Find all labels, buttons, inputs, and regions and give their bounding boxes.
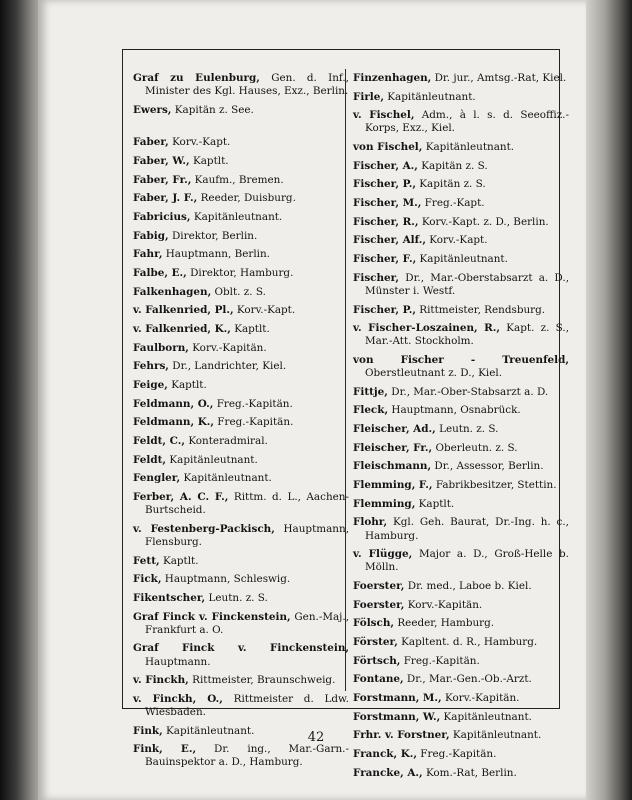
entry-name: Faber, J. F., — [133, 192, 198, 205]
entry-details: Hauptmann, Osnabrück. — [391, 404, 521, 417]
entry-name: Fischer, P., — [353, 178, 416, 191]
directory-entry — [133, 360, 349, 373]
directory-entry — [353, 322, 569, 348]
entry-details: Kapitän z. S. — [419, 178, 486, 191]
entry-details: Hauptmann, Schleswig. — [164, 573, 291, 586]
entry-name: v. Finckh, — [133, 674, 189, 687]
entry-name: Francke, A., — [353, 766, 423, 779]
entry-name: Fehrs, — [133, 360, 169, 373]
entry-name: Fischer, F., — [353, 253, 417, 266]
entry-name: Förster, — [353, 636, 398, 648]
directory-entry — [133, 416, 349, 429]
entry-name: Fick, — [133, 573, 162, 586]
entry-name: v. Festenberg-Packisch, — [133, 522, 275, 535]
entry-details: Kapitänleutnant. — [169, 453, 258, 466]
entry-details: Kgl. Geh. Baurat, Dr.-Ing. h. c., Hamburg. — [365, 516, 569, 542]
entry-details: Hauptmann. — [145, 655, 211, 668]
entry-name: Frhr. v. Forstner, — [353, 729, 450, 742]
entry-details: Kaptlt. — [418, 497, 455, 510]
entry-details: Rittmeister, Braunschweig. — [192, 674, 336, 687]
directory-entry — [133, 230, 349, 243]
entry-details: Freg.-Kapt. — [424, 197, 485, 210]
entry-name: Fabricius, — [133, 211, 191, 224]
entry-name: Fleischer, Ad., — [353, 423, 436, 436]
directory-entry — [353, 304, 569, 317]
entry-details: Kaptlt. — [162, 554, 199, 567]
entry-details: Korv.-Kapitän. — [192, 341, 267, 354]
entry-name: Fikentscher, — [133, 591, 206, 604]
book-binding-right — [586, 0, 632, 800]
entry-name: v. Flügge, — [353, 548, 413, 561]
entry-details: Kapitänleutnant. — [166, 724, 255, 737]
entry-details: Kaptlt. — [171, 379, 207, 391]
entry-name: Fischer, A., — [353, 159, 418, 172]
directory-entry — [133, 211, 349, 224]
entry-name: Foerster, — [353, 580, 405, 593]
directory-entry — [133, 454, 349, 467]
entry-details: Korv.-Kapitän. — [407, 598, 483, 611]
directory-entry — [133, 523, 349, 549]
entry-details: Freg.-Kapitän. — [403, 654, 480, 667]
entry-details: Kom.-Rat, Berlin. — [425, 766, 517, 779]
entry-name: Flemming, — [353, 497, 416, 510]
entry-name: Feldt, — [133, 453, 167, 466]
directory-entry — [353, 617, 569, 630]
directory-entry — [353, 748, 569, 761]
entry-details: Dr., Assessor, Berlin. — [434, 460, 544, 473]
entry-name: Feldt, C., — [133, 434, 185, 447]
entry-name: Fischer, M., — [353, 197, 422, 210]
directory-entry — [133, 674, 349, 687]
entry-name: v. Fischer-Loszainen, R., — [353, 322, 501, 335]
entry-name: v. Falkenried, K., — [133, 323, 231, 336]
entry-name: v. Falkenried, Pl., — [133, 304, 234, 317]
entry-details: Kapitänleutnant. — [452, 729, 542, 742]
entry-name: Forstmann, M., — [353, 691, 442, 704]
entry-details: Kapltent. d. R., Hamburg. — [401, 636, 538, 648]
entry-name: Foerster, — [353, 598, 405, 611]
directory-entry — [133, 104, 349, 117]
entry-details: Kapitänleutnant. — [419, 253, 508, 266]
directory-entry — [353, 216, 569, 229]
entry-name: von Fischel, — [353, 141, 423, 154]
entry-details: Kapitän z. See. — [174, 103, 254, 116]
entry-name: Flohr, — [353, 516, 388, 529]
entry-name: Fleischmann, — [353, 460, 432, 473]
entry-details: Direktor, Berlin. — [171, 229, 258, 242]
directory-entry — [133, 743, 349, 769]
entry-name: Flemming, F., — [353, 479, 433, 492]
directory-entry — [133, 555, 349, 568]
directory-entry — [353, 599, 569, 612]
entry-details: Dr., Mar.-Oberstabsarzt a. D., Münster i. Westf. — [365, 271, 569, 297]
directory-entry — [133, 192, 349, 205]
directory-entry — [133, 342, 349, 355]
entry-name: Fittje, — [353, 385, 388, 398]
directory-entry — [353, 711, 569, 724]
entry-details: Adm., à l. s. d. Seeoffiz.-Korps, Exz., Kiel. — [365, 109, 569, 135]
directory-entry — [133, 136, 349, 149]
entry-details: Kapitänleutnant. — [425, 141, 515, 154]
entry-name: Faber, W., — [133, 155, 190, 168]
entry-details: Kapitänleutnant. — [183, 472, 272, 485]
directory-entry — [133, 491, 349, 517]
page-number: 42 — [307, 730, 325, 745]
directory-entry — [133, 248, 349, 261]
directory-entry — [353, 636, 569, 649]
directory-entry — [133, 573, 349, 586]
entry-details: Hauptmann, Flensburg. — [145, 522, 349, 548]
directory-entry — [353, 498, 569, 511]
entry-name: Graf Finck v. Finckenstein, — [133, 610, 291, 623]
entry-details: Kapitänleutnant. — [387, 90, 476, 103]
directory-entry — [353, 460, 569, 473]
directory-entry — [353, 141, 569, 154]
directory-entry — [133, 611, 349, 637]
entry-details: Gen.-Maj., Frankfurt a. O. — [145, 610, 349, 636]
entry-details: Kapt. z. S., Mar.-Att. Stockholm. — [365, 322, 569, 348]
entry-details: Reeder, Duisburg. — [200, 192, 296, 205]
entry-details: Oberstleutnant z. D., Kiel. — [365, 367, 503, 380]
entry-name: Fink, — [133, 724, 163, 737]
entry-details: Oblt. z. S. — [214, 285, 266, 298]
directory-entry — [353, 767, 569, 780]
entry-details: Kapitän z. S. — [421, 159, 488, 172]
directory-entry — [133, 174, 349, 187]
entry-details: Rittmeister d. Ldw. Wiesbaden. — [145, 692, 349, 718]
directory-entry — [133, 267, 349, 280]
entry-name: von Fischer - Treuenfeld, — [353, 354, 569, 366]
entry-details: Korv.-Kapt. — [429, 234, 488, 247]
entry-name: Feldmann, K., — [133, 416, 214, 429]
directory-entry — [353, 197, 569, 210]
entry-name: Finzenhagen, — [353, 72, 432, 84]
entry-details: Korv.-Kapt. z. D., Berlin. — [421, 215, 549, 228]
entry-details: Freg.-Kapitän. — [420, 747, 497, 760]
directory-entry — [353, 423, 569, 436]
entry-details: Kaptlt. — [234, 323, 270, 336]
section-gap — [133, 122, 349, 136]
entry-details: Kaufm., Bremen. — [194, 173, 284, 186]
entry-name: Faulborn, — [133, 341, 189, 354]
directory-entry — [133, 472, 349, 485]
entry-name: Fengler, — [133, 472, 181, 485]
directory-entry — [133, 642, 349, 668]
directory-entry — [353, 178, 569, 191]
entry-name: Fink, E., — [133, 743, 197, 756]
entry-details: Dr., Landrichter, Kiel. — [172, 360, 287, 373]
directory-entry — [353, 91, 569, 104]
entry-name: Fleischer, Fr., — [353, 441, 433, 454]
directory-entry — [133, 304, 349, 317]
entry-details: Major a. D., Groß-Helle b. Mölln. — [365, 548, 569, 574]
entry-details: Hauptmann, Berlin. — [165, 248, 270, 261]
entry-name: Falkenhagen, — [133, 285, 212, 298]
entry-name: Fischer, — [353, 271, 400, 284]
directory-entry — [133, 155, 349, 168]
entry-name: v. Finckh, O., — [133, 692, 223, 705]
entry-details: Fabrikbesitzer, Stettin. — [435, 479, 557, 492]
directory-entry — [133, 435, 349, 448]
directory-entry — [133, 592, 349, 605]
entry-details: Kapitänleutnant. — [193, 211, 283, 224]
entry-details: Freg.-Kapitän. — [216, 397, 293, 410]
entry-name: Graf Finck v. Finckenstein, — [133, 642, 349, 655]
directory-entry — [353, 109, 569, 135]
entry-name: Falbe, E., — [133, 267, 187, 280]
directory-entry — [353, 516, 569, 542]
entry-details: Korv.-Kapt. — [236, 304, 296, 317]
entry-details: Kapitänleutnant. — [443, 710, 532, 723]
entry-details: Korv.-Kapitän. — [444, 691, 520, 704]
entry-name: Forstmann, W., — [353, 710, 441, 723]
directory-entry — [353, 72, 569, 85]
entry-name: Ewers, — [133, 103, 172, 116]
entry-name: Faber, — [133, 136, 169, 149]
entry-name: Fölsch, — [353, 617, 395, 630]
entry-name: Fischer, P., — [353, 303, 416, 316]
entry-name: Feige, — [133, 379, 168, 391]
entry-name: Feldmann, O., — [133, 397, 214, 410]
entry-details: Korv.-Kapt. — [172, 136, 231, 149]
left-column — [133, 72, 349, 775]
entry-name: Förtsch, — [353, 654, 401, 667]
entry-name: Fleck, — [353, 404, 389, 417]
directory-entry — [353, 386, 569, 399]
entry-details: Leutn. z. S. — [439, 423, 499, 436]
directory-entry — [133, 323, 349, 336]
directory-entry — [133, 693, 349, 719]
directory-entry — [353, 548, 569, 574]
directory-entry — [353, 692, 569, 705]
entry-details: Konteradmiral. — [188, 434, 268, 447]
entry-details: Dr. ing., Mar.-Garn.-Bauinspektor a. D., Hamburg. — [145, 743, 349, 769]
entry-name: v. Fischel, — [353, 109, 415, 122]
entry-details: Gen. d. Inf., Minister des Kgl. Hauses, Exz., Berlin. — [145, 72, 349, 98]
entry-details: Dr. jur., Amtsg.-Rat, Kiel. — [434, 72, 567, 84]
entry-details: Dr., Mar.-Gen.-Ob.-Arzt. — [406, 673, 532, 686]
directory-entry — [353, 160, 569, 173]
directory-entry — [353, 655, 569, 668]
right-column — [353, 72, 569, 785]
entry-details: Rittm. d. L., Aachen-Burtscheid. — [145, 490, 349, 517]
entry-name: Fischer, R., — [353, 215, 419, 228]
entry-name: Graf zu Eulenburg, — [133, 72, 260, 84]
entry-name: Faber, Fr., — [133, 173, 192, 186]
entry-details: Oberleutn. z. S. — [435, 441, 518, 454]
directory-entry — [353, 580, 569, 593]
entry-details: Dr., Mar.-Ober-Stabsarzt a. D. — [391, 385, 549, 398]
entry-details: Kaptlt. — [192, 155, 229, 168]
directory-entry — [133, 398, 349, 411]
entry-details: Rittmeister, Rendsburg. — [419, 303, 546, 316]
directory-entry — [353, 479, 569, 492]
entry-name: Fabig, — [133, 229, 169, 242]
directory-entry — [353, 404, 569, 417]
entry-name: Fahr, — [133, 248, 163, 261]
directory-entry — [353, 354, 569, 380]
directory-entry — [133, 286, 349, 299]
directory-entry — [353, 442, 569, 455]
directory-entry — [133, 379, 349, 392]
directory-entry — [353, 673, 569, 686]
entry-details: Reeder, Hamburg. — [397, 617, 495, 630]
entry-name: Ferber, A. C. F., — [133, 490, 229, 503]
entry-details: Direktor, Hamburg. — [190, 267, 294, 280]
entry-details: Dr. med., Laboe b. Kiel. — [407, 580, 532, 593]
entry-details: Leutn. z. S. — [208, 591, 268, 604]
entry-details: Freg.-Kapitän. — [217, 416, 294, 429]
directory-entry — [353, 253, 569, 266]
entry-name: Firle, — [353, 90, 384, 103]
entry-name: Fischer, Alf., — [353, 234, 426, 247]
entry-name: Franck, K., — [353, 747, 417, 760]
directory-entry — [353, 272, 569, 298]
entry-name: Fett, — [133, 554, 160, 567]
directory-entry — [353, 234, 569, 247]
directory-entry — [133, 72, 349, 98]
entry-name: Fontane, — [353, 673, 404, 686]
